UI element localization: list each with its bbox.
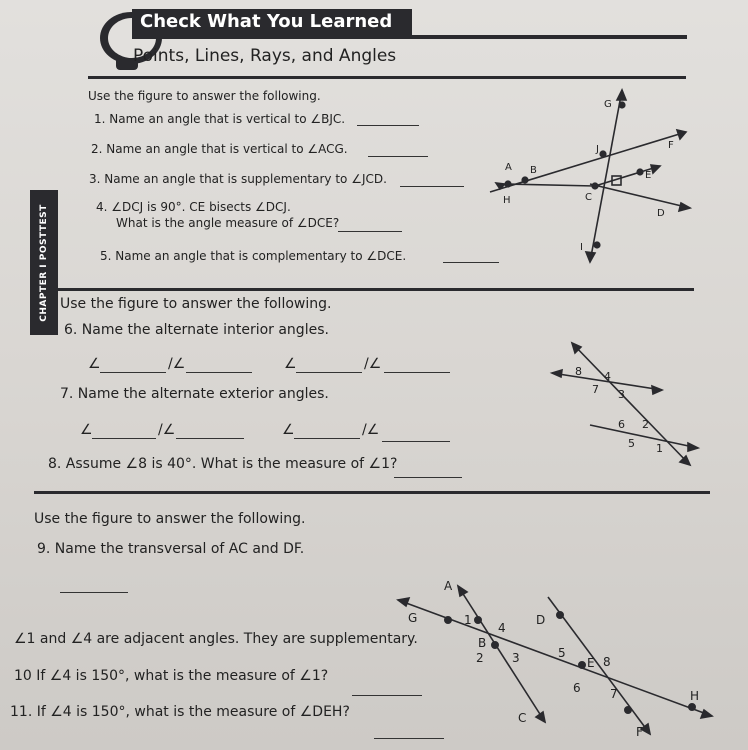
label-f: F — [668, 140, 674, 151]
label-j: J — [596, 144, 599, 155]
label-7: 7 — [592, 383, 599, 396]
section2-instruction: Use the figure to answer the following. — [60, 296, 332, 312]
arrow-g — [398, 598, 409, 606]
label-1: 1 — [464, 613, 472, 627]
question-4b: What is the angle measure of ∠DCE? — [116, 216, 340, 230]
angle-symbol: ∠ — [80, 422, 93, 438]
label-5: 5 — [628, 437, 635, 450]
label-g: G — [604, 99, 612, 110]
label-6: 6 — [573, 681, 581, 695]
label-d: D — [657, 208, 665, 219]
label-d: D — [536, 613, 546, 627]
label-4: 4 — [498, 621, 506, 635]
section3-instruction: Use the figure to answer the following. — [34, 511, 306, 527]
angle-symbol: ∠ — [88, 356, 101, 372]
label-b: B — [478, 636, 487, 650]
label-b: B — [530, 165, 537, 176]
label-a: A — [505, 162, 512, 173]
line-ac — [458, 586, 545, 722]
label-1: 1 — [656, 442, 663, 455]
section1-instruction: Use the figure to answer the following. — [88, 89, 321, 103]
question-10: 10 If ∠4 is 150°, what is the measure of ∠1? — [14, 668, 329, 684]
label-h: H — [503, 195, 511, 206]
point-g — [445, 617, 451, 623]
label-e: E — [587, 656, 595, 670]
question-6: 6. Name the alternate interior angles. — [64, 322, 329, 338]
question-5: 5. Name an angle that is complementary to ∠DCE. — [100, 249, 407, 263]
label-7: 7 — [610, 687, 618, 701]
question-9: 9. Name the transversal of AC and DF. — [37, 541, 305, 557]
label-a: A — [444, 579, 453, 593]
label-3: 3 — [512, 651, 520, 665]
label-3: 3 — [618, 388, 625, 401]
adjacent-note: ∠1 and ∠4 are adjacent angles. They are supplementary. — [14, 631, 418, 647]
label-e: E — [645, 170, 652, 181]
label-g: G — [408, 611, 418, 625]
point-a — [475, 617, 481, 623]
angle-symbol: ∠ — [282, 422, 295, 438]
label-f: F — [636, 725, 643, 739]
angle-symbol: /∠ — [168, 356, 186, 372]
page-title: Check What You Learned — [132, 9, 412, 35]
arrow-a — [458, 586, 467, 596]
angle-symbol: ∠ — [284, 356, 297, 372]
point-d — [557, 612, 563, 618]
label-5: 5 — [558, 646, 566, 660]
label-h: H — [690, 689, 700, 703]
label-6: 6 — [618, 418, 625, 431]
point-h — [689, 704, 695, 710]
label-2: 2 — [476, 651, 484, 665]
point-f — [625, 707, 631, 713]
point-e — [579, 662, 585, 668]
page-subtitle: Points, Lines, Rays, and Angles — [133, 46, 397, 66]
label-8: 8 — [603, 655, 611, 669]
question-11: 11. If ∠4 is 150°, what is the measure of ∠DEH? — [10, 704, 350, 720]
label-2: 2 — [642, 418, 649, 431]
question-2: 2. Name an angle that is vertical to ∠ACG. — [91, 142, 348, 156]
question-3: 3. Name an angle that is supplementary to ∠JCD. — [89, 172, 387, 186]
side-tab-label: CHAPTER I POSTTEST — [39, 203, 49, 322]
label-i: I — [580, 242, 583, 253]
label-c: C — [518, 711, 527, 725]
label-c: C — [585, 192, 592, 203]
label-4: 4 — [604, 370, 611, 383]
arrow-c — [536, 712, 545, 722]
angle-symbol: /∠ — [364, 356, 382, 372]
angle-symbol: /∠ — [362, 422, 380, 438]
label-8: 8 — [575, 365, 582, 378]
line-df — [548, 597, 650, 734]
point-b — [492, 642, 498, 648]
question-7: 7. Name the alternate exterior angles. — [60, 386, 329, 402]
question-8: 8. Assume ∠8 is 40°. What is the measure of ∠1? — [48, 456, 398, 472]
arrow-h — [701, 710, 712, 718]
question-1: 1. Name an angle that is vertical to ∠BJC. — [94, 112, 346, 126]
angle-symbol: /∠ — [158, 422, 176, 438]
question-4a: 4. ∠DCJ is 90°. CE bisects ∠DCJ. — [96, 200, 291, 214]
